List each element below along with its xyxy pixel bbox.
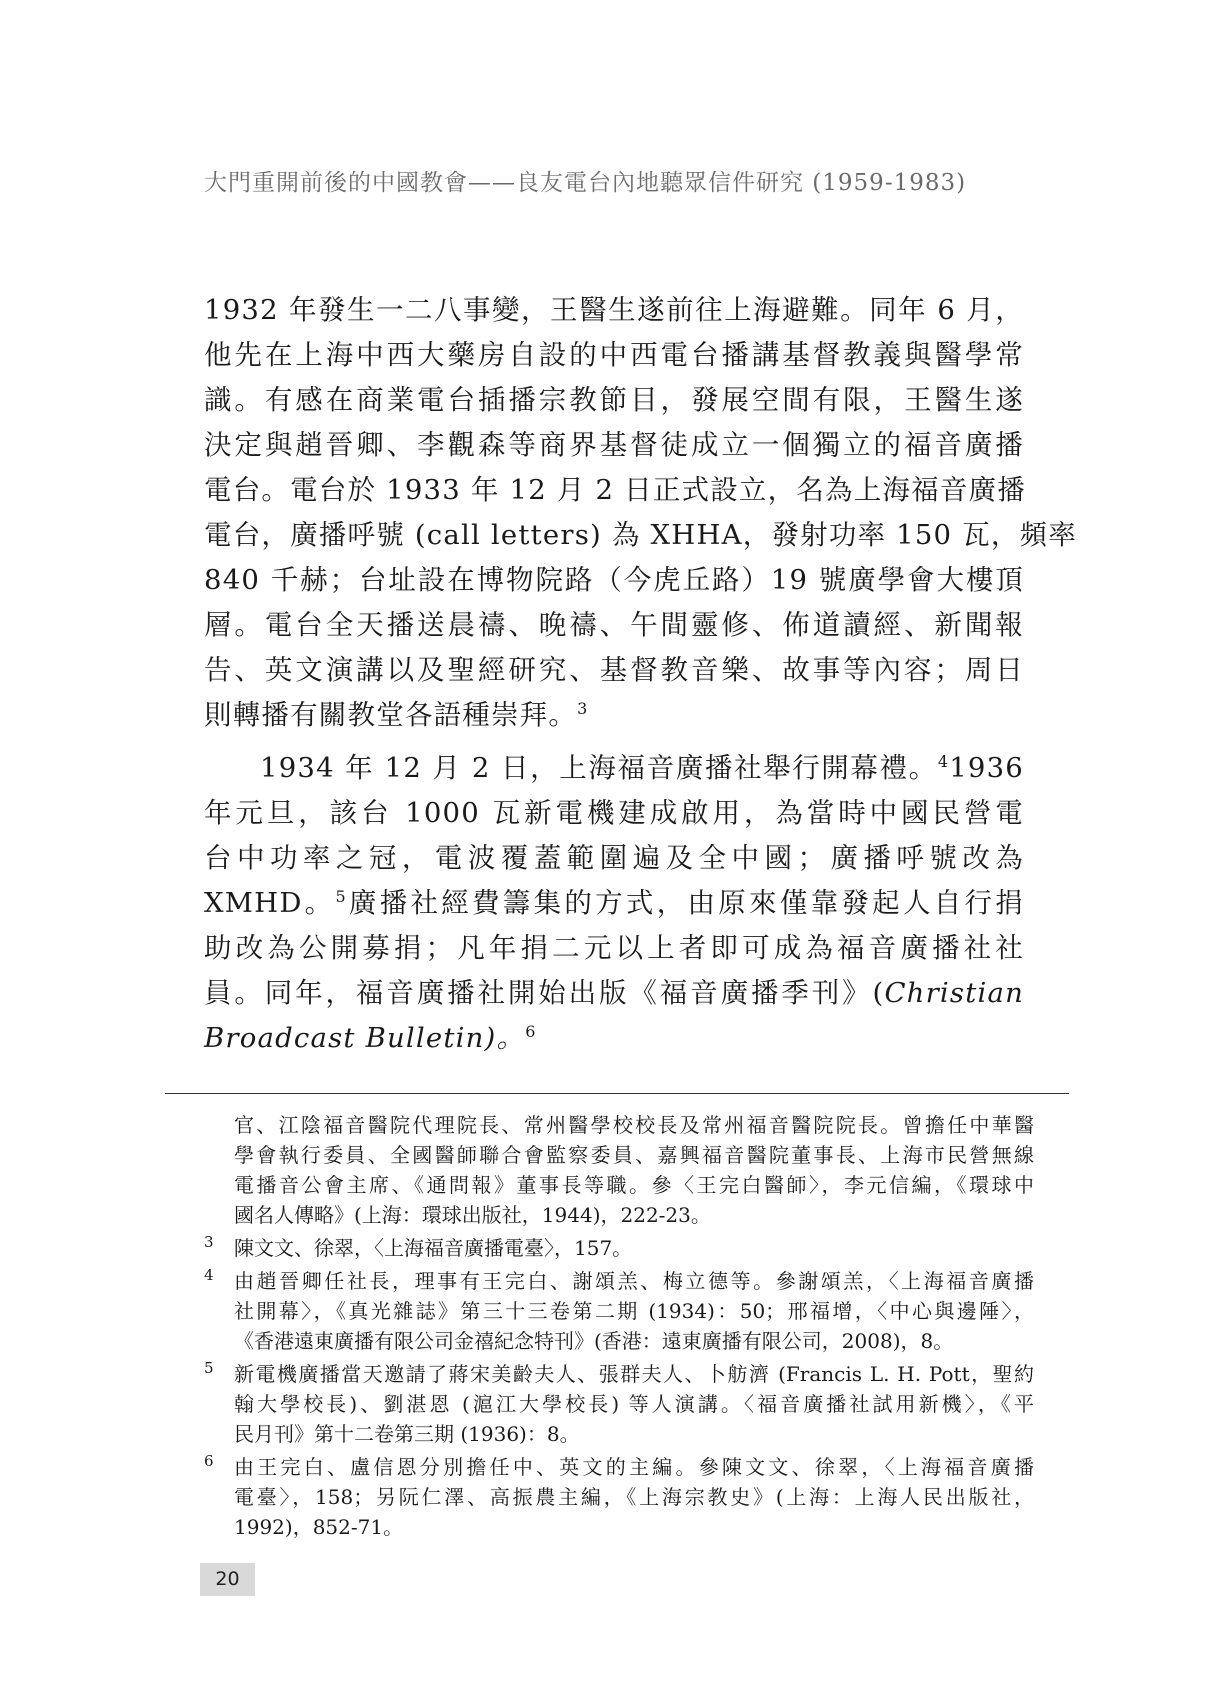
footnote-5 — [204, 1359, 1034, 1449]
page-number: 20 — [215, 1568, 240, 1590]
footnote-line: 1992)，852-71。 — [234, 1515, 404, 1539]
footnote-number: 5 — [204, 1359, 214, 1377]
text-line: 1932 年發生一二八事變，王醫生遂前往上海避難。同年 6 月， — [204, 294, 1024, 326]
text-span: Broadcast Bulletin)。 — [204, 1022, 526, 1054]
text-span: 1936 — [949, 752, 1024, 784]
footnote-line — [204, 1452, 1034, 1482]
text-line — [204, 881, 1024, 926]
footnote-6 — [204, 1452, 1034, 1542]
text-line — [204, 1016, 1024, 1061]
footnote-line: 電播音公會主席、《通問報》董事長等職。參〈王完白醫師〉，李元信編，《環球中 — [234, 1173, 1034, 1197]
footnote-4 — [204, 1266, 1034, 1356]
paragraph-2 — [204, 746, 1024, 1061]
text-line: 識。有感在商業電台插播宗教節目，發展空間有限，王醫生遂 — [204, 384, 1024, 416]
footnote-line: 官、江陰福音醫院代理院長、常州醫學校校長及常州福音醫院院長。曾擔任中華醫 — [234, 1113, 1034, 1137]
footnotes — [204, 1110, 1034, 1542]
footnote-line: 學會執行委員、全國醫師聯合會監察委員、嘉興福音醫院董事長、上海市民營無線 — [234, 1143, 1034, 1167]
text-line: 他先在上海中西大藥房自設的中西電台播講基督教義與醫學常 — [204, 339, 1024, 371]
text-line: 層。電台全天播送晨禱、晚禱、午間靈修、佈道讀經、新聞報 — [204, 609, 1024, 641]
footnote-line — [204, 1266, 1034, 1296]
footnote-line: 《香港遠東廣播有限公司金禧紀念特刊》(香港：遠東廣播有限公司，2008)，8。 — [234, 1329, 954, 1353]
text-line: 電台。電台於 1933 年 12 月 2 日正式設立，名為上海福音廣播 — [204, 474, 1026, 506]
text-line: 告、英文演講以及聖經研究、基督教音樂、故事等內容；周日 — [204, 654, 1024, 686]
footnote-ref-4[interactable]: 4 — [937, 752, 950, 771]
text-span: XMHD。 — [204, 887, 336, 919]
text-line — [204, 746, 1024, 791]
footnote-line: 民月刊》第十二卷第三期 (1936)：8。 — [234, 1422, 580, 1446]
text-line: 員。同年，福音廣播社開始出版《福音廣播季刊》(Christian — [204, 977, 1024, 1009]
text-line: 電台，廣播呼號 (call letters) 為 XHHA，發射功率 150 瓦，頻率 — [204, 519, 1077, 551]
footnote-ref-6[interactable]: 6 — [525, 1022, 537, 1041]
footnote-3 — [204, 1233, 1034, 1263]
footnote-line — [204, 1359, 1034, 1389]
text-line: 年元旦，該台 1000 瓦新電機建成啟用，為當時中國民營電 — [204, 797, 1024, 829]
paragraph-1 — [204, 288, 1077, 738]
running-header: 大門重開前後的中國教會——良友電台內地聽眾信件研究 (1959-1983) — [204, 170, 967, 196]
footnote-number: 4 — [204, 1266, 214, 1284]
footnote-divider — [165, 1093, 1069, 1094]
text-span: 新電機廣播當天邀請了蔣宋美齡夫人、張群夫人、卜舫濟 (Francis L. H. Pott，聖約 — [234, 1362, 1034, 1386]
text-line — [204, 693, 1024, 738]
footnote-continued — [204, 1110, 1034, 1230]
text-line: 決定與趙晉卿、李觀森等商界基督徒成立一個獨立的福音廣播 — [204, 429, 1024, 461]
text-span: 廣播社經費籌集的方式，由原來僅靠發起人自行捐 — [346, 887, 1024, 919]
footnote-line: 國名人傳略》(上海：環球出版社，1944)，222-23。 — [234, 1203, 711, 1227]
footnote-ref-3[interactable]: 3 — [577, 699, 589, 718]
text-span: 由王完白、盧信恩分別擔任中、英文的主編。參陳文文、徐翠，〈上海福音廣播 — [234, 1455, 1034, 1479]
text-span: 陳文文、徐翠，〈上海福音廣播電臺〉，157。 — [234, 1236, 633, 1260]
footnote-ref-5[interactable]: 5 — [335, 887, 347, 906]
footnote-number: 6 — [204, 1452, 214, 1470]
italic-title: Christian — [884, 977, 1024, 1009]
footnote-number: 3 — [204, 1233, 214, 1251]
text-line: 840 千赫；台址設在博物院路（今虎丘路）19 號廣學會大樓頂 — [204, 564, 1024, 596]
page-number-badge — [200, 1563, 255, 1596]
body-text — [204, 288, 1077, 1061]
footnote-line: 電臺〉，158；另阮仁澤、高振農主編，《上海宗教史》(上海：上海人民出版社， — [234, 1485, 1034, 1509]
footnote-line: 社開幕〉，《真光雜誌》第三十三卷第二期 (1934)：50；邢福增，〈中心與邊陲〉， — [234, 1299, 1034, 1323]
text-span: 1934 年 12 月 2 日，上海福音廣播社舉行開幕禮。 — [260, 752, 938, 784]
text-line: 台中功率之冠，電波覆蓋範圍遍及全中國；廣播呼號改為 — [204, 842, 1024, 874]
text-line: 助改為公開募捐；凡年捐二元以上者即可成為福音廣播社社 — [204, 932, 1024, 964]
text-span: 則轉播有關教堂各語種崇拜。 — [204, 699, 578, 731]
footnote-line: 翰大學校長)、劉湛恩 (滬江大學校長) 等人演講。〈福音廣播社試用新機〉，《平 — [234, 1392, 1034, 1416]
footnote-line — [204, 1233, 1034, 1263]
text-span: 由趙晉卿任社長，理事有王完白、謝頌羔、梅立德等。參謝頌羔，〈上海福音廣播 — [234, 1269, 1034, 1293]
